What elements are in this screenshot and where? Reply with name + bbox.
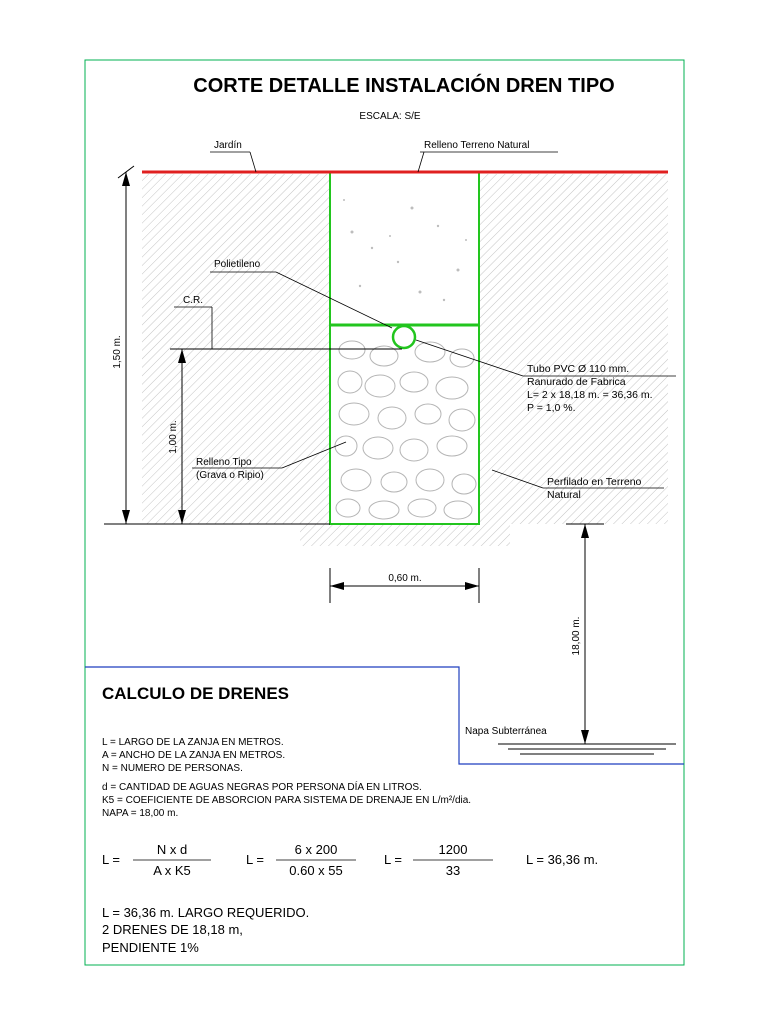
formula-2-denominator: 0.60 x 55: [289, 863, 343, 878]
label-relleno-tipo-1: Relleno Tipo: [196, 457, 252, 468]
trench-backfill: [330, 172, 479, 325]
definition-line: d = CANTIDAD DE AGUAS NEGRAS POR PERSONA DÍA EN LITROS.: [102, 782, 422, 793]
definition-line: N = NUMERO DE PERSONAS.: [102, 763, 243, 774]
formula-3-denominator: 33: [445, 863, 461, 878]
dim-trench-width-label: 0,60 m.: [388, 573, 422, 584]
label-cr: C.R.: [183, 295, 203, 306]
label-tubo-1: Tubo PVC Ø 110 mm.: [527, 363, 630, 375]
label-relleno-tipo-2: (Grava o Ripio): [196, 470, 264, 481]
label-relleno-natural: Relleno Terreno Natural: [424, 140, 530, 151]
label-perfilado-1: Perfilado en Terreno: [547, 476, 642, 488]
dim-total-depth-label: 1,50 m.: [112, 335, 123, 369]
formula-2-prefix: L =: [246, 852, 264, 867]
formula-3-numerator: 1200: [438, 842, 468, 857]
label-perfilado-2: Natural: [547, 489, 581, 501]
calc-heading: CALCULO DE DRENES: [102, 684, 290, 703]
formula-3-prefix: L =: [384, 852, 402, 867]
label-napa: Napa Subterránea: [465, 726, 547, 737]
label-tubo-2: Ranurado de Fabrica: [527, 376, 626, 388]
formula-1-denominator: A x K5: [153, 863, 191, 878]
label-tubo-3: L= 2 x 18,18 m. = 36,36 m.: [527, 389, 653, 401]
summary-line: L = 36,36 m. LARGO REQUERIDO.: [102, 905, 310, 920]
formula-1-numerator: N x d: [156, 842, 188, 857]
formula-2-numerator: 6 x 200: [294, 842, 338, 857]
soil-hatch-right: [479, 174, 668, 524]
definition-line: K5 = COEFICIENTE DE ABSORCION PARA SISTEMA DE DRENAJE EN L/m²/dia.: [102, 795, 472, 806]
dim-gravel-depth-label: 1,00 m.: [168, 420, 179, 454]
label-polietileno: Polietileno: [214, 259, 261, 270]
definition-line: NAPA = 18,00 m.: [102, 808, 179, 819]
formula-result: L = 36,36 m.: [526, 852, 599, 867]
label-tubo-4: P = 1,0 %.: [527, 402, 576, 414]
scale-label: ESCALA: S/E: [359, 111, 421, 122]
definition-line: L = LARGO DE LA ZANJA EN METROS.: [102, 737, 284, 748]
water-table-symbol: [498, 744, 676, 754]
dim-water-table-label: 18,00 m.: [571, 616, 582, 656]
summary-line: 2 DRENES DE 18,18 m,: [102, 922, 243, 937]
label-jardin: Jardín: [214, 140, 242, 151]
definition-line: A = ANCHO DE LA ZANJA EN METROS.: [102, 750, 286, 761]
summary-line: PENDIENTE 1%: [102, 940, 199, 955]
soil-hatch-bottom: [300, 524, 510, 546]
pvc-pipe: [393, 326, 415, 348]
drawing-title: CORTE DETALLE INSTALACIÓN DREN TIPO: [193, 75, 615, 97]
formula-1-prefix: L =: [102, 852, 120, 867]
